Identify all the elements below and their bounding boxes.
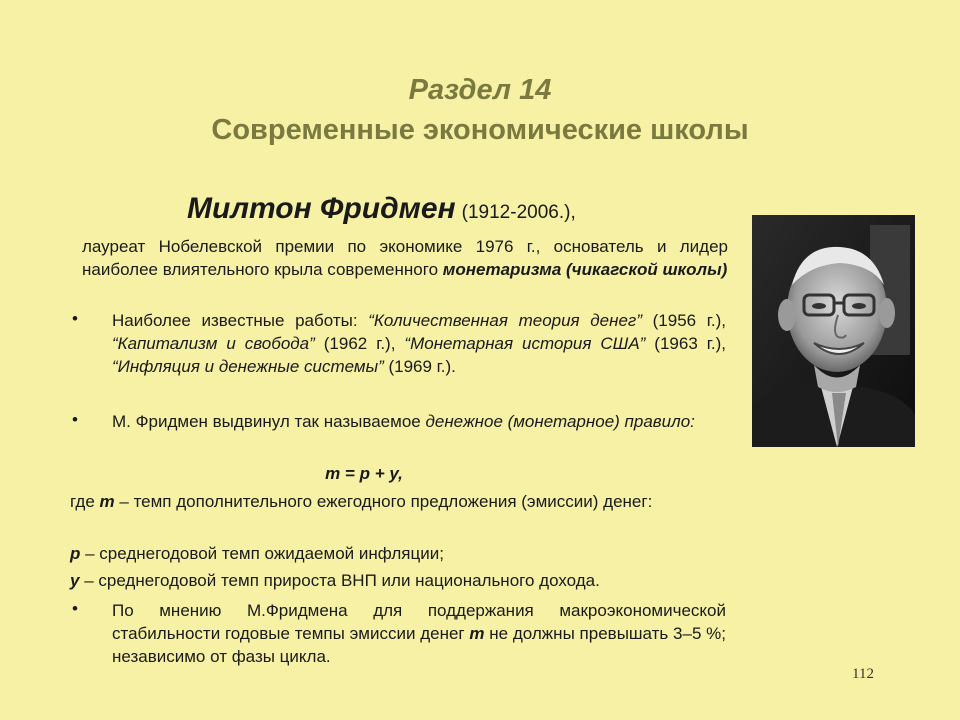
intro-paragraph — [82, 235, 728, 281]
symbol-m: m — [469, 624, 485, 643]
bullet-opinion — [112, 599, 726, 668]
symbol-p: p — [70, 544, 81, 563]
definition-m — [70, 490, 726, 513]
slide-title: Современные экономические школы — [211, 114, 749, 146]
portrait-image — [752, 215, 915, 447]
person-heading — [187, 192, 576, 226]
symbol-m: m — [99, 492, 115, 511]
y-text: – среднегодовой темп прироста ВНП или национального дохода. — [79, 571, 600, 590]
opinion-part2: не должны превышать 3–5 %; независимо от фазы цикла. — [112, 624, 726, 666]
formula: m = p + y, — [325, 464, 403, 483]
work-title: “Количественная теория денег” — [368, 311, 642, 330]
definition-y — [70, 569, 726, 592]
work-year: (1969 г.). — [383, 357, 456, 376]
intro-bold: монетаризма (чикагской школы) — [442, 260, 728, 279]
intro-text: лауреат Нобелевской премии по экономике 1976 г., основатель и лидер наиболее влиятельного крыла современного — [82, 237, 728, 279]
person-years: (1912-2006.), — [461, 202, 576, 223]
bullet-works — [112, 309, 726, 378]
portrait-photo — [752, 215, 915, 447]
works-lead: Наиболее известные работы: — [112, 311, 369, 330]
bullet-rule — [112, 410, 726, 433]
p-text: – среднегодовой темп ожидаемой инфляции; — [80, 544, 444, 563]
symbol-y: y — [70, 571, 80, 590]
bullet-marker: • — [72, 309, 78, 328]
bullet-marker: • — [72, 599, 78, 618]
definition-p — [70, 542, 726, 565]
where-text: – темп дополнительного ежегодного предложения (эмиссии) денег: — [114, 492, 653, 511]
work-title: “Инфляция и денежные системы” — [112, 357, 384, 376]
where-prefix: где — [70, 492, 100, 511]
bullet-marker: • — [72, 410, 78, 429]
work-year: (1963 г.), — [645, 334, 726, 353]
work-title: “Монетарная история США” — [404, 334, 646, 353]
work-title: “Капитализм и свобода” — [112, 334, 315, 353]
person-name: Милтон Фридмен — [187, 192, 456, 225]
opinion-part1: По мнению М.Фридмена для поддержания макроэкономической стабильности годовые темпы эмиссии денег — [112, 601, 726, 643]
section-title: Раздел 14 — [408, 74, 552, 106]
rule-term: денежное (монетарное) правило: — [425, 412, 695, 431]
work-year: (1956 г.), — [641, 311, 726, 330]
work-year: (1962 г.), — [314, 334, 405, 353]
rule-lead: М. Фридмен выдвинул так называемое — [112, 412, 426, 431]
page-number: 112 — [852, 666, 874, 682]
